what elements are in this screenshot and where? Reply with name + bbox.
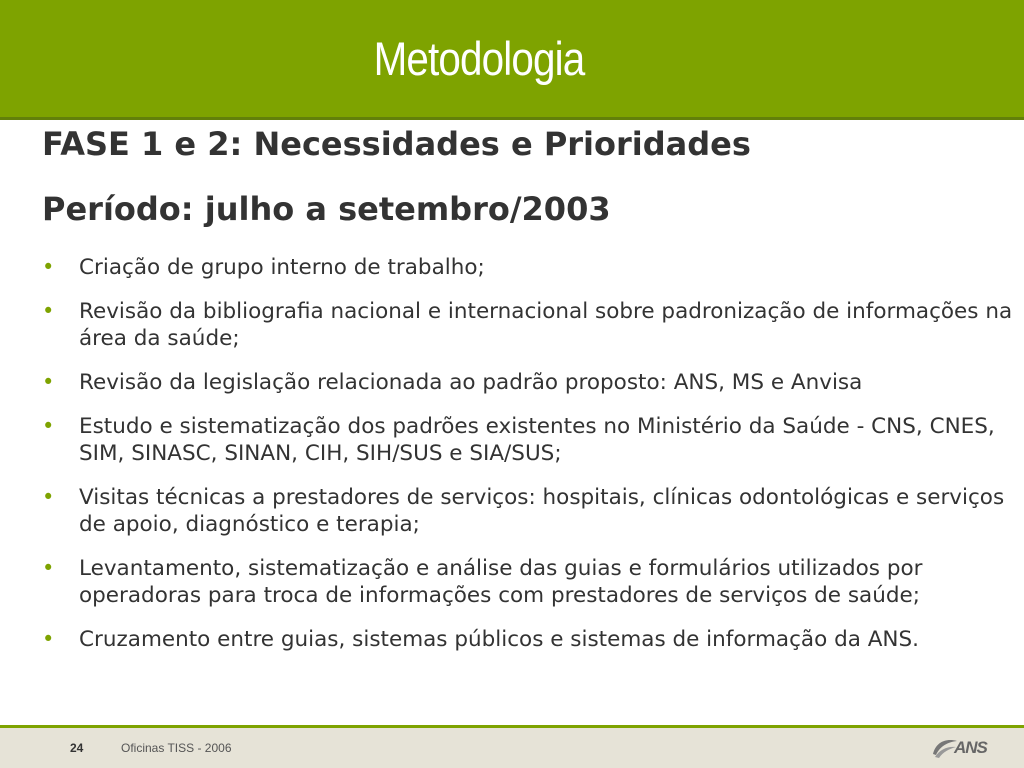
bullet-icon: • (42, 299, 55, 323)
bullet-icon: • (42, 414, 55, 438)
bullet-text: Visitas técnicas a prestadores de serviços: hospitais, clínicas odontológicas e serviços de apoio, diagnóstico e terapia; (79, 485, 1005, 537)
bullet-text: Estudo e sistematização dos padrões existentes no Ministério da Saúde - CNS, CNES, SIM, SINASC, SINAN, CIH, SIH/SUS e SIA/SUS; (79, 414, 995, 466)
page-number: 24 (70, 741, 84, 755)
bullet-text: Revisão da bibliografia nacional e internacional sobre padronização de informações na área da saúde; (79, 299, 1013, 351)
bullet-item (42, 254, 1017, 281)
bullet-item (42, 413, 1017, 467)
bullet-icon: • (42, 556, 55, 580)
footer (0, 728, 1024, 768)
footer-text: Oficinas TISS - 2006 (121, 741, 232, 755)
bullet-icon: • (42, 627, 55, 651)
bullet-text: Criação de grupo interno de trabalho; (79, 255, 485, 280)
bullet-icon: • (42, 370, 55, 394)
bullet-item (42, 298, 1017, 352)
bullet-icon: • (42, 485, 55, 509)
bullet-icon: • (42, 255, 55, 279)
bullet-item (42, 484, 1017, 538)
bullet-item (42, 626, 1017, 653)
bullet-item (42, 555, 1017, 609)
slide-title: Metodologia (373, 32, 585, 85)
header-divider (0, 117, 1024, 120)
bullet-text: Levantamento, sistematização e análise das guias e formulários utilizados por operadoras para troca de informações com prestadores de serviços de saúde; (79, 556, 923, 608)
period-heading: Período: julho a setembro/2003 (42, 190, 611, 228)
bullet-list (42, 254, 1017, 670)
phase-heading: FASE 1 e 2: Necessidades e Prioridades (42, 125, 751, 163)
ans-logo (930, 734, 1000, 762)
bullet-text: Cruzamento entre guias, sistemas públicos e sistemas de informação da ANS. (79, 627, 920, 652)
ans-logo-text: ANS (954, 738, 987, 757)
bullet-text: Revisão da legislação relacionada ao padrão proposto: ANS, MS e Anvisa (79, 370, 863, 395)
bullet-item (42, 369, 1017, 396)
